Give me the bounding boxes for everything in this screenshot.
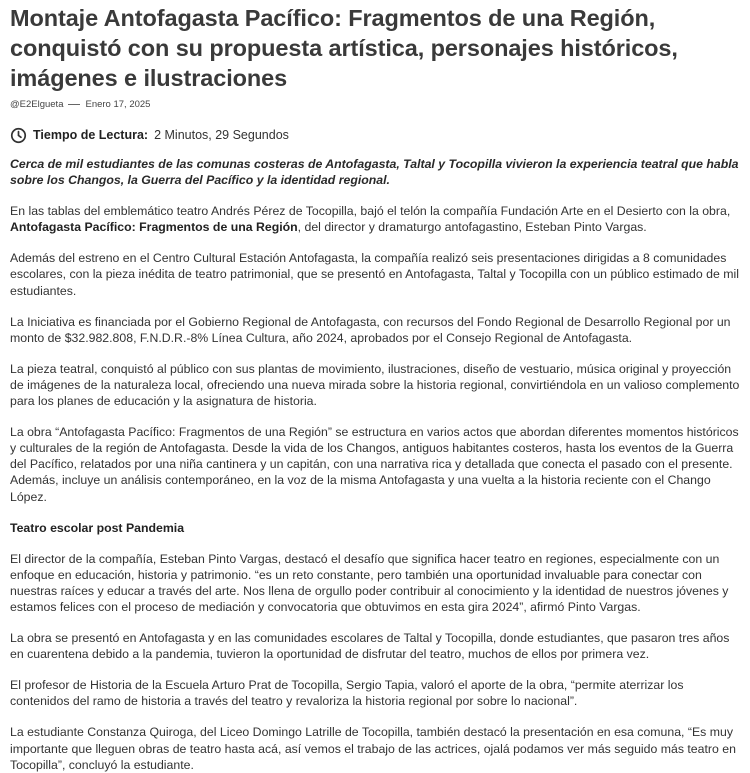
clock-icon <box>10 127 27 144</box>
publish-date: Enero 17, 2025 <box>85 99 151 110</box>
paragraph-2: Además del estreno en el Centro Cultural Estación Antofagasta, la compañía realizó seis presentaciones dirigidas a 8 comunidades escolares, con la pieza inédita de teatro patrimonial, que se presentó en Antofagasta, Taltal y Tocopilla con un público estimado de mil estudiantes. <box>10 251 739 298</box>
paragraph-1-text-b: , del director y dramaturgo antofagastino, Esteban Pinto Vargas. <box>297 220 647 235</box>
paragraph-9: La estudiante Constanza Quiroga, del Liceo Domingo Latrille de Tocopilla, también destacó la presentación en esa comuna, “Es muy importante que lleguen obras de teatro hasta acá, así vemos el trabajo de las actrices, ojalá podamos ver más seguido más teatro en Tocopilla”, concluyó la estudiante. <box>10 725 736 772</box>
meta-separator <box>68 104 80 105</box>
article-lead: Cerca de mil estudiantes de las comunas costeras de Antofagasta, Taltal y Tocopilla vivieron la experiencia teatral que habla sobre los Changos, la Guerra del Pacífico y la identidad regional. <box>10 157 739 188</box>
reading-time-value: 2 Minutos, 29 Segundos <box>154 128 289 142</box>
article-title: Montaje Antofagasta Pacífico: Fragmentos de una Región, conquistó con su propuesta artística, personajes históricos, imágenes e ilustraciones <box>10 5 678 91</box>
play-title: Antofagasta Pacífico: Fragmentos de una Región <box>10 220 298 235</box>
paragraph-8: El profesor de Historia de la Escuela Arturo Prat de Tocopilla, Sergio Tapia, valoró el aporte de la obra, “permite aterrizar los contenidos del ramo de historia a través del teatro y revaloriza la historia regional por sobre lo nacional”. <box>10 678 684 709</box>
paragraph-6: El director de la compañía, Esteban Pinto Vargas, destacó el desafío que significa hacer teatro en regiones, especialmente con un enfoque en educación, historia y patrimonio. “es un reto constante, pero también una oportunidad invaluable para conectar con nuestras raíces y educar a través del arte. Nos llena de orgullo poder contribuir al conocimiento y la identidad de nuestros jóvenes y estamos felices con el proceso de mediación y convocatoria que obtuvimos en esta gira 2024”, afirmó Pinto Vargas. <box>10 551 729 614</box>
reading-time <box>10 126 740 144</box>
paragraph-1 <box>10 203 740 235</box>
author-link[interactable]: @E2Elgueta <box>10 99 64 110</box>
paragraph-5: La obra “Antofagasta Pacífico: Fragmentos de una Región” se estructura en varios actos que abordan diferentes momentos históricos y culturales de la región de Antofagasta. Desde la vida de los Changos, antiguos habitantes costeros, hasta los eventos de la Guerra del Pacífico, relatados por una niña cantinera y un capitán, con una narrativa rica y detallada que conecta el pasado con el presente. Además, incluye un análisis contemporáneo, en la voz de la misma Antofagasta y una vuelta a la historia reciente con el Chango López. <box>10 425 739 504</box>
article-meta <box>10 99 740 110</box>
paragraph-1-text-a: En las tablas del emblemático teatro Andrés Pérez de Tocopilla, bajó el telón la compañía Fundación Arte en el Desierto con la obra, <box>10 204 731 219</box>
paragraph-3: La Iniciativa es financiada por el Gobierno Regional de Antofagasta, con recursos del Fondo Regional de Desarrollo Regional por un monto de $32.982.808, F.N.D.R.-8% Línea Cultura, año 2024, aprobados por el Consejo Regional de Antofagasta. <box>10 314 731 345</box>
paragraph-4: La pieza teatral, conquistó al público con sus plantas de movimiento, ilustraciones, diseño de vestuario, música original y proyección de imágenes de la naturaleza local, ofreciendo una nueva mirada sobre la historia regional, convirtiéndola en un valioso complemento para los planes de educación y la asignatura de historia. <box>10 361 740 409</box>
reading-time-label: Tiempo de Lectura: <box>33 128 149 142</box>
paragraph-7: La obra se presentó en Antofagasta y en las comunidades escolares de Taltal y Tocopilla, donde estudiantes, que pasaron tres años en cuarentena debido a la pandemia, tuvieron la oportunidad de disfrutar del teatro, muchos de ellos por primera vez. <box>10 631 730 662</box>
section-heading: Teatro escolar post Pandemia <box>10 520 185 535</box>
